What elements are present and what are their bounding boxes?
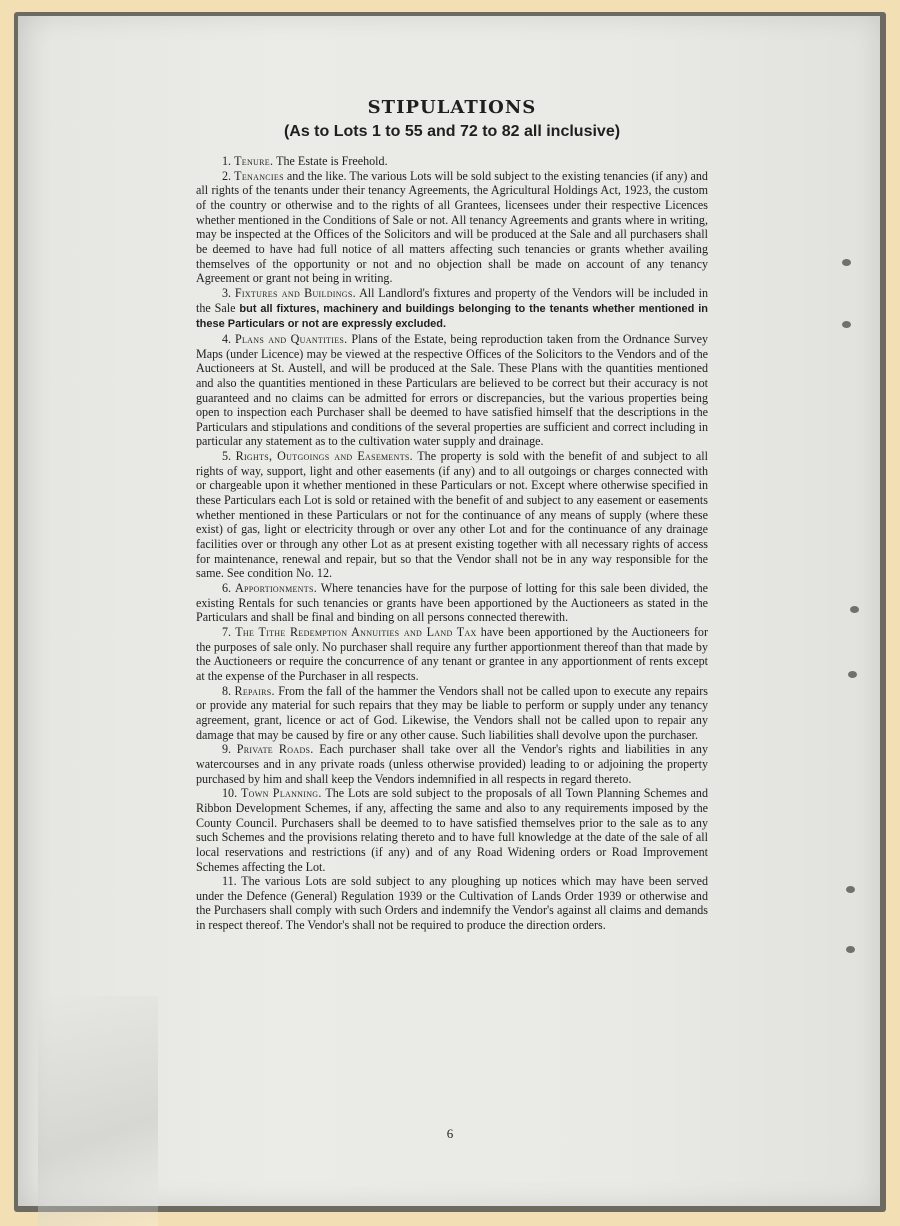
clause-number: 3. xyxy=(222,285,232,300)
punch-hole-mark xyxy=(842,321,851,328)
clause-text: The various Lots are sold subject to any ploughing up notices which may have been served under the Defence (General) Regulation 1939 or the Cultivation of Lands Order 1939 or otherwise and the Purchasers shall comply with such Orders and indemnify the Vendor's against all claims and demands in respect thereof. The Vendor's shall not be required to produce the direction orders. xyxy=(196,874,708,933)
clause-heading: Plans and Quantities. xyxy=(234,331,348,346)
clause-text: Plans of the Estate, being reproduction taken from the Ordnance Survey Maps (under Licence) may be viewed at the respective Offices of the Solicitors to the Vendors and of the Auctioneers at St. Austell, and will be produced at the Sale. These Plans with the quantities mentioned and also the quantities mentioned in these Particulars are believed to be correct but their accuracy is not guaranteed and no claims can be admitted for errors or discrepancies, but the various properties being open to inspection each Purchaser shall be deemed to have satisfied himself that the descriptions in the Particulars and stipulations and conditions of the several properties are sufficient and correct including in particular any statement as to the cultivation water supply and drainage. xyxy=(196,331,709,449)
clause-heading: Apportionments. xyxy=(235,581,318,596)
clause-text: The Lots are sold subject to the proposals of all Town Planning Schemes and Ribbon Development Schemes, if any, affecting the same and also to any requirements imposed by the County Council. Purchasers shall be deemed to to have satisfied themselves prior to the sale as to any such Schemes and the provisions relating thereto and to have full knowledge at the date of the sale of all local reservations and restrictions (if any) and of any Road Widening orders or Road Improvement Schemes affecting the Lot. xyxy=(196,786,708,874)
clause-10 xyxy=(196,786,708,874)
paper-crease xyxy=(38,996,158,1226)
page-number: 6 xyxy=(446,1126,454,1141)
clause-9 xyxy=(196,742,708,786)
page-title: STIPULATIONS xyxy=(367,97,537,118)
punch-hole-mark xyxy=(848,671,857,678)
clause-text: All Landlord's fixtures and property of the Vendors will be included in the Sale xyxy=(196,285,708,315)
clause-text: From the fall of the hammer the Vendors shall not be called upon to execute any repairs or provide any material for such repairs that they may be liable to perform or supply under any tenancy agreement, grant, licence or act of God. Likewise, the Vendors shall not be called upon to repair any damage that may be caused by fire or any other cause. Such liabilities shall devolve upon the purchaser. xyxy=(196,683,709,742)
clause-heading: Repairs. xyxy=(234,683,275,698)
clause-text: and the like. The various Lots will be sold subject to the existing tenancies (if any) and all rights of the tenants under their tenancy Agreements, the Agricultural Holdings Act, 1923, the custom of the country or otherwise and to the rights of all Grantees, licensees under their respective Licences whether mentioned in the Conditions of Sale or not. All tenancy Agreements and grants where in writing, may be inspected at the Offices of the Solicitors and will be produced at the Sale and all purchasers shall be deemed to have had full notice of all matters affecting such tenancies or grants whether availing themselves of the opportunity or not and no objection shall be made on account of any tenancy Agreement or grant not being in writing. xyxy=(196,168,708,286)
clause-heading: Private Roads. xyxy=(236,742,314,757)
clause-1 xyxy=(196,154,708,169)
clause-heading: Tenure. xyxy=(234,154,274,168)
clause-heading: Fixtures and Buildings. xyxy=(234,285,356,300)
clause-heading: Rights, Outgoings and Easements. xyxy=(235,449,413,464)
clause-8 xyxy=(196,684,708,743)
clause-7 xyxy=(196,625,708,684)
clause-number: 11. xyxy=(222,874,237,889)
clause-text: The property is sold with the benefit of and subject to all rights of way, support, light and other easements (if any) and to all outgoings or charges connected with or chargeable upon it whether mentioned in these Particulars or not. Except where otherwise specified in these Particulars each Lot is sold or retained with the benefit of and subject to any easement or easements whether mentioned in these Particulars or not for the continuance of any means of supply (where these exist) of gas, light or electricity through or over any other Lot and for the continuance of any drainage facilities over or through any other Lot as at present existing together with all necessary rights of access for maintenance, renewal and repair, but so that the Vendor shall not be in any way responsible for the same. See condition No. 12. xyxy=(196,449,708,581)
clause-heading: Tenancies xyxy=(234,168,284,183)
clause-bold-text: but all fixtures, machinery and buildings belonging to the tenants whether mentioned in these Particulars or not are expressly excluded. xyxy=(196,302,709,331)
clause-number: 7. xyxy=(222,625,232,639)
clause-number: 4. xyxy=(222,331,232,346)
clause-heading: Town Planning. xyxy=(240,786,322,801)
clause-number: 10. xyxy=(222,786,238,801)
clause-4 xyxy=(196,332,708,449)
clause-text: Each purchaser shall take over all the Vendor's rights and liabilities in any watercourses and in any private roads (unless otherwise provided) leading to or adjoining the property purchased by him and shall keep the Vendors indemnified in all respects in regard thereto. xyxy=(196,742,708,786)
clause-number: 8. xyxy=(222,683,232,698)
punch-hole-mark xyxy=(846,946,855,953)
clause-2 xyxy=(196,169,708,286)
clause-number: 5. xyxy=(222,449,232,464)
clause-11 xyxy=(196,874,708,933)
stipulations-content xyxy=(196,96,708,933)
clause-number: 2. xyxy=(222,168,232,183)
punch-hole-mark xyxy=(842,259,851,266)
punch-hole-mark xyxy=(850,606,859,613)
clause-number: 9. xyxy=(222,742,232,757)
page-subtitle: (As to Lots 1 to 55 and 72 to 82 all inclusive) xyxy=(283,123,621,140)
clause-text: Where tenancies have for the purpose of lotting for this sale been divided, the existing Rentals for such tenancies or grants have been apportioned by the Auctioneers as stated in the Particulars and shall be final and binding on all persons connected therewith. xyxy=(196,581,708,625)
clause-6 xyxy=(196,581,708,625)
clause-text: The Estate is Freehold. xyxy=(276,154,388,168)
clause-3 xyxy=(196,286,708,332)
clause-5 xyxy=(196,449,708,581)
clause-heading: The Tithe Redemption Annuities and Land Tax xyxy=(235,625,477,639)
clause-number: 1. xyxy=(222,154,232,168)
clause-text: have been apportioned by the Auctioneers for the purposes of sale only. No purchaser shall require any further apportionment thereof than that made by the Auctioneers or require the concurrence of any tenant or grantee in any apportionment of rents except at the expense of the Purchaser in all respects. xyxy=(196,625,708,683)
punch-hole-mark xyxy=(846,886,855,893)
clause-number: 6. xyxy=(222,581,232,596)
